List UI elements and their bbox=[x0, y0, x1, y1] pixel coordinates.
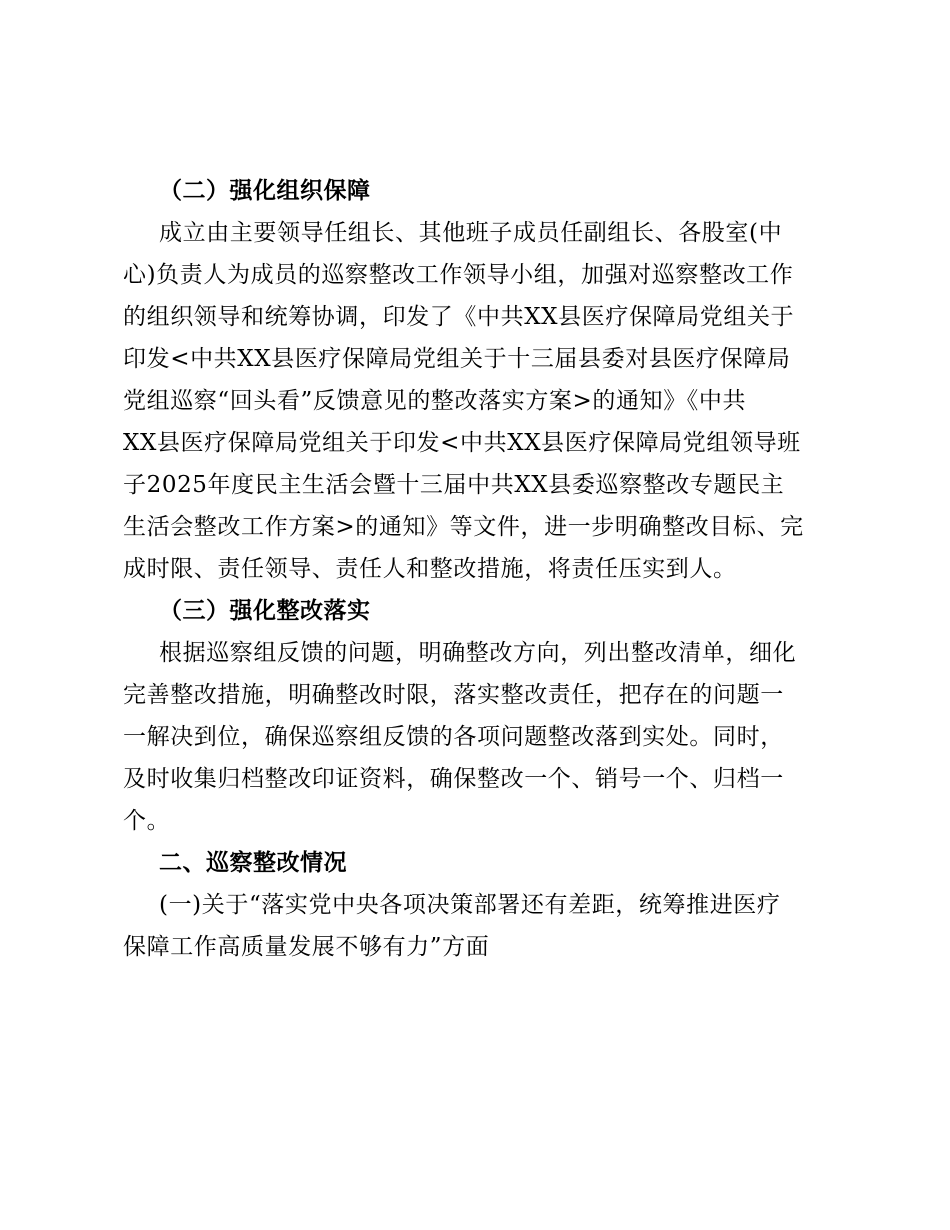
paragraph-line: 成时限、责任领导、责任人和整改措施，将责任压实到人。 bbox=[123, 556, 737, 582]
subsection-heading: (一)关于“落实党中央各项决策部署还有差距，统筹推进医疗 bbox=[159, 892, 781, 918]
section-heading-organization: （二）强化组织保障 bbox=[159, 178, 371, 204]
document-body bbox=[123, 170, 833, 968]
paragraph-line: 子2025年度民主生活会暨十三届中共XX县委巡察整改专题民主 bbox=[123, 472, 785, 498]
section-heading-inspection-status: 二、巡察整改情况 bbox=[159, 850, 347, 876]
subsection-heading: 保障工作高质量发展不够有力”方面 bbox=[123, 934, 490, 960]
paragraph-line: 个。 bbox=[123, 808, 171, 834]
paragraph-line: 及时收集归档整改印证资料，确保整改一个、销号一个、归档一 bbox=[123, 766, 784, 792]
paragraph-line: 成立由主要领导任组长、其他班子成员任副组长、各股室(中 bbox=[159, 220, 783, 246]
paragraph-line: 的组织领导和统筹协调，印发了《中共XX县医疗保障局党组关于 bbox=[123, 304, 795, 330]
paragraph-line: 印发<中共XX县医疗保障局党组关于十三届县委对县医疗保障局 bbox=[123, 346, 791, 372]
paragraph-line: 根据巡察组反馈的问题，明确整改方向，列出整改清单，细化 bbox=[159, 640, 797, 666]
section-heading-implementation: （三）强化整改落实 bbox=[159, 598, 371, 624]
paragraph-line: 一解决到位，确保巡察组反馈的各项问题整改落到实处。同时， bbox=[123, 724, 784, 750]
paragraph-line: 心)负责人为成员的巡察整改工作领导小组，加强对巡察整改工作 bbox=[123, 262, 794, 288]
paragraph-line: 完善整改措施，明确整改时限，落实整改责任，把存在的问题一 bbox=[123, 682, 784, 708]
paragraph-line: 生活会整改工作方案>的通知》等文件，进一步明确整改目标、完 bbox=[123, 514, 804, 540]
paragraph-line: 党组巡察“回头看”反馈意见的整改落实方案>的通知》《中共 bbox=[123, 388, 747, 414]
paragraph-line: XX县医疗保障局党组关于印发<中共XX县医疗保障局党组领导班 bbox=[123, 430, 801, 456]
